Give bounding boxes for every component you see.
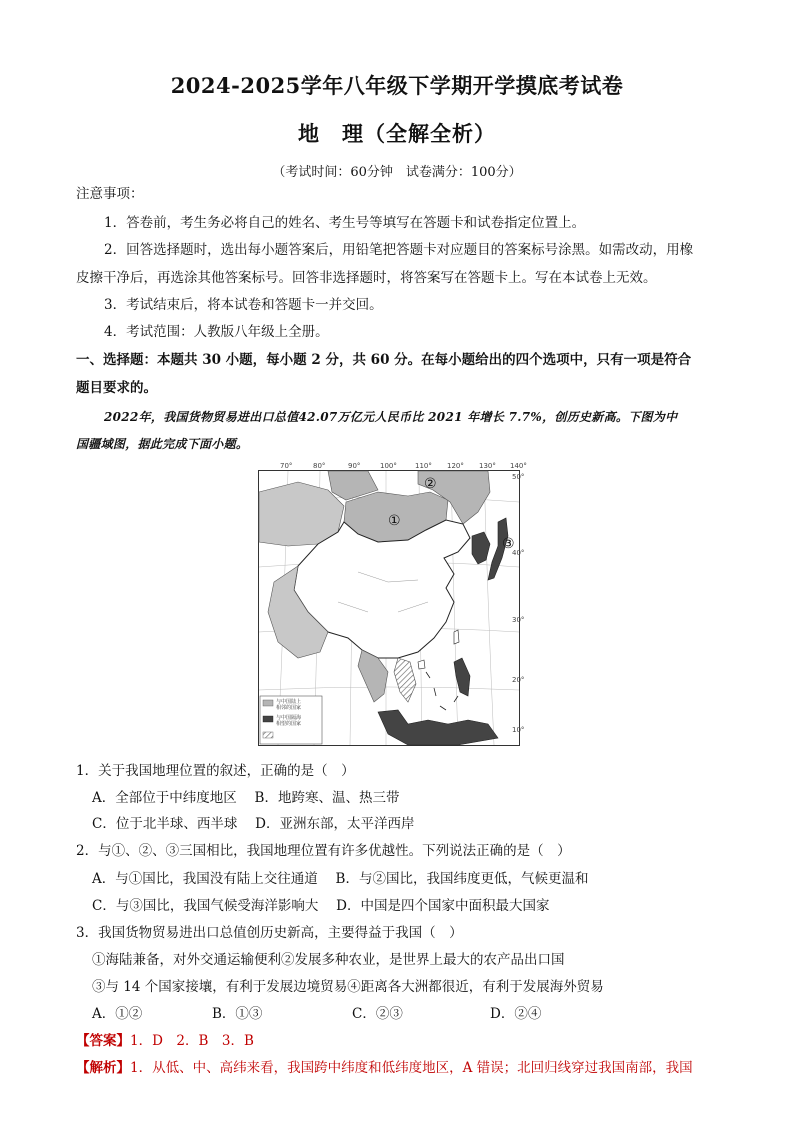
exam-info: （考试时间：60分钟 试卷满分：100分） <box>272 165 522 180</box>
note-item-4: 4．考试范围：人教版八年级上全册。 <box>104 324 329 340</box>
scenario-line1: 2022年，我国货物贸易进出口总值42.07万亿元人民币比 2021 年增长 7.7%，创历史新高。下图为中 <box>104 410 678 424</box>
analysis-label: 【解析】 <box>76 1060 130 1076</box>
note-item-2: 2．回答选择题时，选出每小题答案后，用铅笔把答题卡对应题目的答案标号涂黑。如需改动，用橡 <box>104 242 694 258</box>
lat-label: 20° <box>512 676 525 684</box>
exam-title: 2024-2025学年八年级下学期开学摸底考试卷 <box>170 73 624 98</box>
question-1-options-row1: A．全部位于中纬度地区 B．地跨寒、温、热三带 <box>92 790 400 806</box>
lat-label: 50° <box>512 473 525 481</box>
note-item-1: 1．答卷前，考生务必将自己的姓名、考生号等填写在答题卡和试卷指定位置上。 <box>104 215 586 231</box>
lon-label: 130° <box>479 462 496 470</box>
question-3-statement-1: ①海陆兼备，对外交通运输便利②发展多种农业，是世界上最大的农产品出口国 <box>92 952 565 968</box>
question-3-option-b: B．①③ <box>212 1006 263 1022</box>
answer-text: 1．D 2．B 3．B <box>130 1033 254 1049</box>
section-heading-line2: 题目要求的。 <box>76 380 157 396</box>
question-3-option-a: A．①② <box>92 1006 143 1022</box>
lon-label: 100° <box>380 462 397 470</box>
question-3-stem: 3．我国货物贸易进出口总值创历史新高，主要得益于我国（ ） <box>76 925 463 941</box>
china-territory-map <box>258 462 527 746</box>
lon-label: 110° <box>415 462 432 470</box>
question-3-option-d: D．②④ <box>490 1006 542 1022</box>
map-legend <box>260 696 322 744</box>
question-3-statement-2: ③与 14 个国家接壤，有利于发展边境贸易④距离各大洲都很近，有利于发展海外贸易 <box>92 979 604 995</box>
question-2-options-row2: C．与③国比，我国气候受海洋影响大 D．中国是四个国家中面积最大国家 <box>92 898 550 914</box>
marker-2: ② <box>424 476 437 492</box>
question-1-stem: 1．关于我国地理位置的叙述，正确的是（ ） <box>76 763 355 779</box>
legend-land-line1: 与中国陆上 <box>276 699 302 705</box>
section-heading-line1: 一、选择题：本题共 30 小题，每小题 2 分，共 60 分。在每小题给出的四个选项中，只有一项是符合 <box>76 352 692 368</box>
scenario-line2: 国疆域图，据此完成下面小题。 <box>76 437 249 451</box>
hainan-island <box>418 660 425 669</box>
question-2-stem: 2．与①、②、③三国相比，我国地理位置有许多优越性。下列说法正确的是（ ） <box>76 843 571 859</box>
answer-label: 【答案】 <box>76 1033 130 1049</box>
subject-title: 地 理（全解全析） <box>298 122 496 146</box>
notes-heading: 注意事项： <box>76 186 144 202</box>
note-item-2-cont: 皮擦干净后，再选涂其他答案标号。回答非选择题时，将答案写在答题卡上。写在本试卷上无效。 <box>76 270 657 286</box>
lat-label: 40° <box>512 549 525 557</box>
lon-label: 90° <box>348 462 361 470</box>
lon-label: 80° <box>313 462 326 470</box>
answer-line <box>76 1035 254 1049</box>
lat-label: 30° <box>512 616 525 624</box>
lat-label: 10° <box>512 726 525 734</box>
legend-land-line2: 相邻的国家 <box>276 705 302 711</box>
marker-1: ① <box>388 513 401 529</box>
marker-3: ③ <box>502 536 515 552</box>
legend-sea-line2: 相望的国家 <box>276 721 302 727</box>
question-2-options-row1: A．与①国比，我国没有陆上交往通道 B．与②国比，我国纬度更低，气候更温和 <box>92 871 589 887</box>
lon-label: 120° <box>447 462 464 470</box>
lon-label: 140° <box>510 462 527 470</box>
question-1-options-row2: C．位于北半球、西半球 D．亚洲东部，太平洋西岸 <box>92 816 415 832</box>
question-3-option-c: C．②③ <box>352 1006 403 1022</box>
legend-sea-line1: 与中国隔海 <box>276 715 302 721</box>
lon-label: 70° <box>280 462 293 470</box>
analysis-line <box>76 1062 693 1076</box>
analysis-text: 1．从低、中、高纬来看，我国跨中纬度和低纬度地区，A 错误；北回归线穿过我国南部，我国 <box>130 1060 693 1076</box>
note-item-3: 3．考试结束后，将本试卷和答题卡一并交回。 <box>104 297 383 313</box>
taiwan-island <box>454 630 459 644</box>
